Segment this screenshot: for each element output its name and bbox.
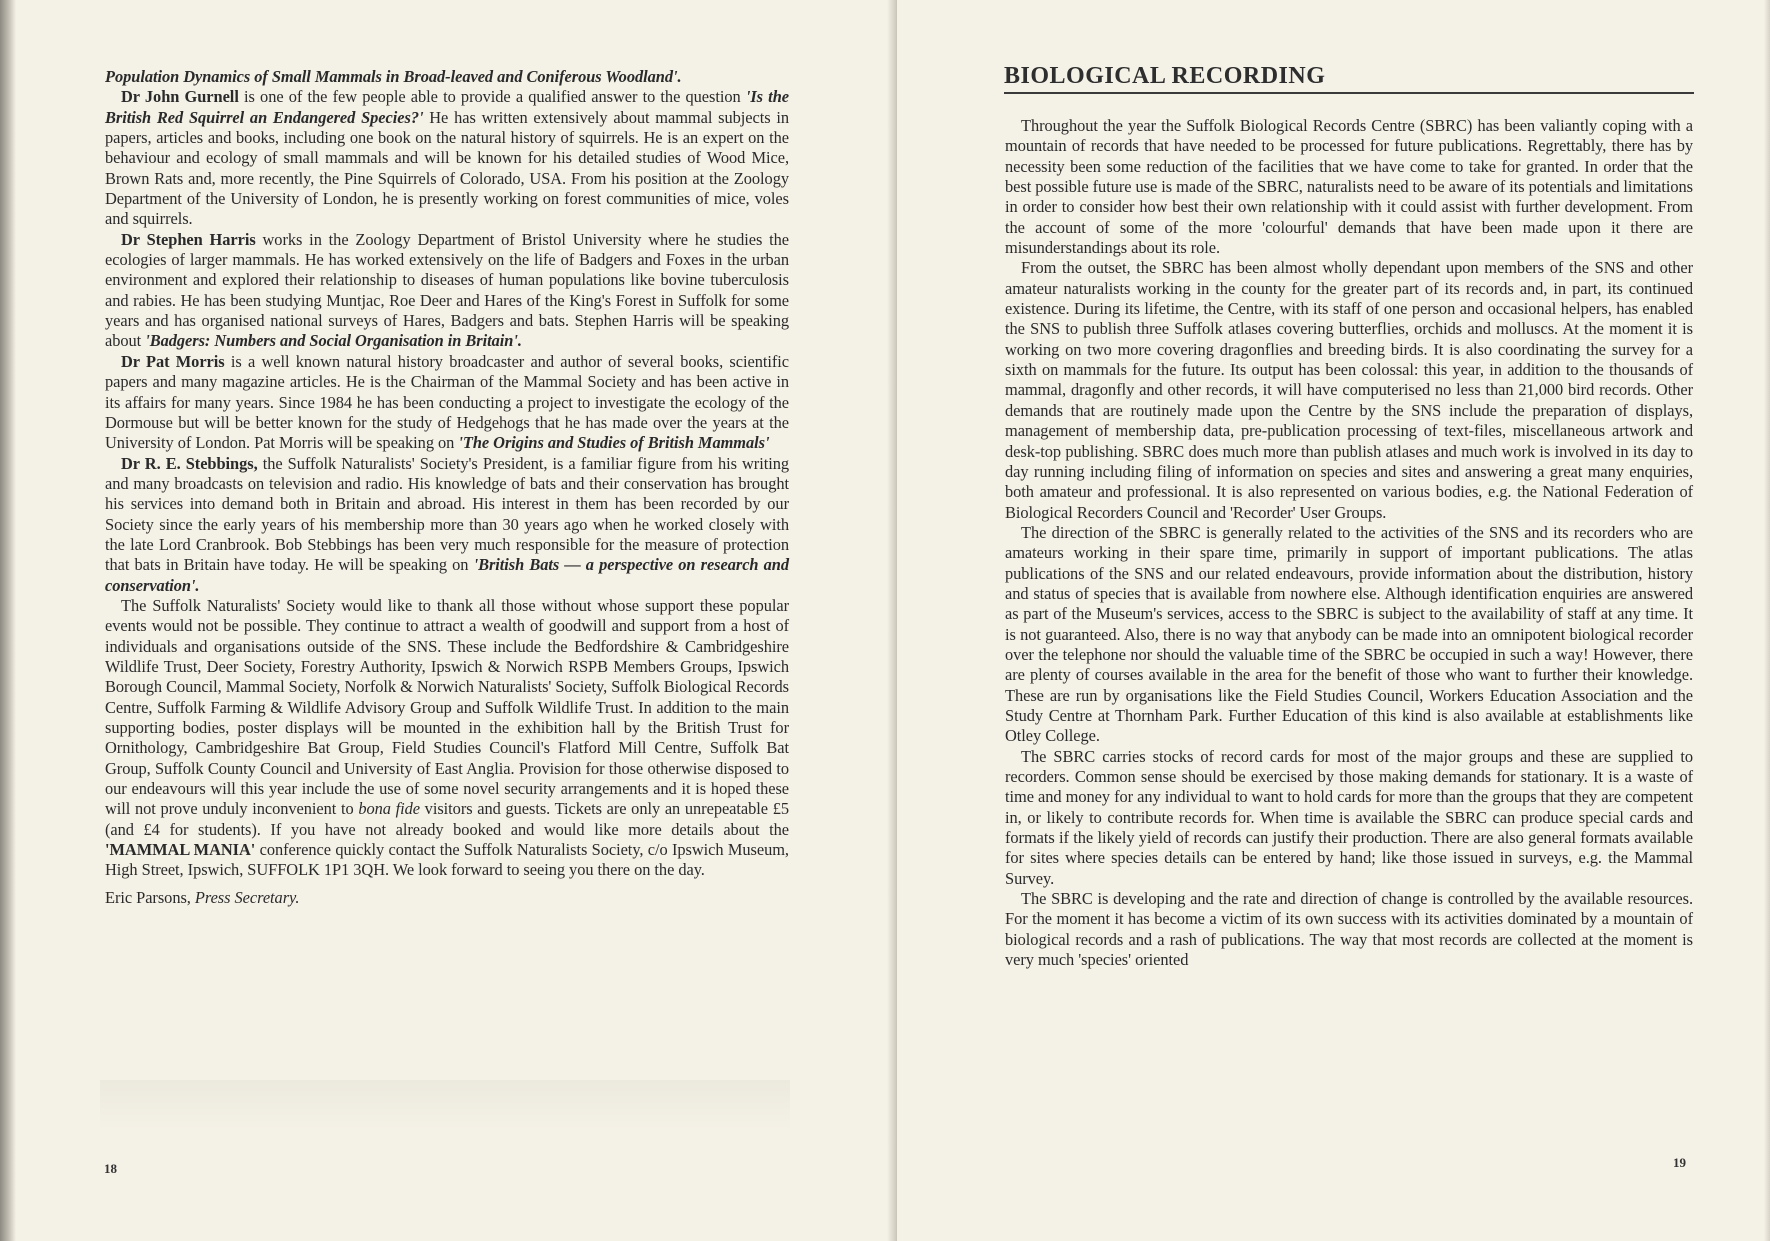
right-text-column: [1005, 116, 1693, 970]
page-number-right: 19: [1673, 1155, 1686, 1170]
text-run: 'British Bats — a perspective on research and conservation'.: [105, 555, 789, 595]
signoff-role: Press Secretary.: [194, 887, 300, 907]
paragraph: The SBRC is developing and the rate and direction of change is controlled by the available resources. For the moment it has become a victim of its own success with its activities dominated by a mountain of biological records and a rash of publications. The way that most records are collected at the moment is very much 'species' oriented: [1005, 889, 1693, 970]
paragraph: The direction of the SBRC is generally related to the activities of the SNS and its recorders who are amateurs working in their spare time, primarily in support of important publications. The atlas publications of the SNS and our related endeavours, provide information about the distribution, history and status of species that is available from nowhere else. Although identification enquiries are answered as part of the Museum's services, access to the SBRC is subject to the availability of staff at any time. It is not guaranteed. Also, there is no way that anybody can be made into an omnipotent biological recorder over the telephone nor should the valuable time of the SBRC be occupied in such a way! However, there are plenty of courses available in the area for the benefit of those who want to further their knowledge. These are run by organisations like the Field Studies Council, Workers Education Association and the Study Centre at Thornham Park. Further Education of this kind is also available at establishments like Otley College.: [1005, 522, 1693, 746]
paragraph: The SBRC carries stocks of record cards for most of the major groups and these are supplied to recorders. Common sense should be exercised by those making demands for stationary. It is a waste of time and money for any individual to want to hold cards for more than the groups that they are competent in, or likely to contribute records for. When time is available the SBRC can produce special cards and formats if the likely yield of records can justify their production. There are also general formats available for sites where species details can be entered by hand; like those issued in surveys, e.g. the Mammal Survey.: [1005, 746, 1693, 888]
page-edge-shadow-right: [1764, 0, 1770, 1241]
paragraph: [105, 67, 789, 87]
paragraph: Throughout the year the Suffolk Biological Records Centre (SBRC) has been valiantly coping with a mountain of records that have needed to be processed for future publications. Regrettably, there has by necessity been some reduction of the facilities that we have come to take for granted. In order that the best possible future use is made of the SBRC, naturalists need to be aware of its potentials and limitations in order to consider how best their own relationship with it could assist with further development. From the account of some of the more 'colourful' demands that have been made upon it there are misunderstandings about its role.: [1005, 116, 1693, 258]
paragraph: [105, 87, 789, 229]
text-run: Dr Stephen Harris: [121, 229, 256, 249]
text-run: Population Dynamics of Small Mammals in Broad-leaved and Coniferous Woodland'.: [105, 67, 682, 86]
text-run: The Suffolk Naturalists' Society would like to thank all those without whose support these popular events would not be possible. They continue to attract a wealth of goodwill and support from a host of individuals and organisations outside of the SNS. These include the Bedfordshire & Cambridgeshire Wildlife Trust, Deer Society, Forestry Authority, Ipswich & Norwich RSPB Members Groups, Ipswich Borough Council, Mammal Society, Norfolk & Norwich Naturalists' Society, Suffolk Biological Records Centre, Suffolk Farming & Wildlife Advisory Group and Suffolk Wildlife Trust. In addition to the main supporting bodies, poster displays will be mounted in the exhibition hall by the British Trust for Ornithology, Cambridgeshire Bat Group, Field Studies Council's Flatford Mill Centre, Suffolk Bat Group, Suffolk County Council and University of East Anglia. Provision for those otherwise disposed to our endeavours will this year include the use of some novel security arrangements and it is hoped these will not prove unduly inconvenient to: [105, 595, 789, 819]
text-run: Dr Pat Morris: [121, 351, 225, 371]
text-run: He has written extensively about mammal subjects in papers, articles and books, including one book on the natural history of squirrels. He is an expert on the behaviour and ecology of small mammals and will be known for his detailed studies of Wood Mice, Brown Rats and, more recently, the Pine Squirrels of Colorado, USA. From his position at the Zoology Department of the University of London, he is presently working on forest communities of mice, voles and squirrels.: [105, 107, 789, 229]
signoff-name: Eric Parsons,: [105, 887, 195, 907]
text-run: 'The Origins and Studies of British Mammals': [458, 433, 770, 453]
paragraph: [105, 454, 789, 596]
text-run: conference quickly contact the Suffolk Naturalists Society, c/o Ipswich Museum, High Street, Ipswich, SUFFOLK 1P1 3QH. We look forward to seeing you there on the day.: [105, 840, 789, 880]
text-run: 'MAMMAL MANIA': [105, 840, 256, 860]
paragraph: [105, 352, 789, 454]
text-run: is a well known natural history broadcaster and author of several books, scientific papers and many magazine articles. He is the Chairman of the Mammal Society and has been active in its affairs for many years. Since 1984 he has been conducting a project to investigate the ecology of the Dormouse but will be better known for the study of Hedgehogs that he has made over the years at the University of London. Pat Morris will be speaking on: [105, 351, 789, 453]
text-run: works in the Zoology Department of Bristol University where he studies the ecologies of larger mammals. He has worked extensively on the life of Badgers and Foxes in the urban environment and explored their relationship to diseases of human populations like bovine tuberculosis and rabies. He has been studying Muntjac, Roe Deer and Hares of the King's Forest in Suffolk for some years and has organised national surveys of Hares, Badgers and bats. Stephen Harris will be speaking about: [105, 229, 789, 351]
section-heading: BIOLOGICAL RECORDING: [1004, 62, 1694, 94]
text-run: Dr John Gurnell: [121, 87, 239, 107]
paragraph: [105, 230, 789, 352]
text-run: 'Badgers: Numbers and Social Organisation in Britain'.: [145, 331, 522, 351]
left-text-column: [105, 67, 789, 908]
text-run: 'Is the British Red Squirrel an Endangered Species?': [105, 87, 789, 127]
page-number-left: 18: [104, 1161, 117, 1176]
page-edge-shadow: [0, 0, 16, 1241]
text-run: Dr R. E. Stebbings,: [121, 453, 258, 473]
text-run: bona fide: [358, 799, 420, 819]
signoff: [105, 888, 789, 908]
page-smudge: [100, 1080, 790, 1130]
paragraph: [105, 596, 789, 881]
text-run: the Suffolk Naturalists' Society's President, is a familiar figure from his writing and many broadcasts on television and radio. His knowledge of bats and their conservation has brought his services into demand both in Britain and abroad. His interest in them has been recorded by our Society since the early years of his membership more than 30 years ago when he worked closely with the late Lord Cranbrook. Bob Stebbings has been very much responsible for the measure of protection that bats in Britain have today. He will be speaking on: [105, 453, 789, 575]
text-run: is one of the few people able to provide a qualified answer to the question: [238, 87, 746, 107]
paragraph: From the outset, the SBRC has been almost wholly dependant upon members of the SNS and other amateur naturalists working in the county for the greater part of its records and, in part, its continued existence. During its lifetime, the Centre, with its staff of one person and occasional helpers, has enabled the SNS to publish three Suffolk atlases covering butterflies, orchids and molluscs. At the moment it is working on two more covering dragonflies and breeding birds. It is also coordinating the survey for a sixth on mammals for the future. Its output has been colossal: this year, in addition to the thousands of mammal, dragonfly and other records, it will have computerised no less than 21,000 bird records. Other demands that are routinely made upon the Centre by the SNS include the preparation of displays, management of membership data, pre-publication processing of text-files, miscellaneous artwork and desk-top publishing. SBRC does much more than publish atlases and much work is involved in its day to day running including filing of information on species and sites and answering a great many enquiries, both amateur and professional. It is also represented on various bodies, e.g. the National Federation of Biological Recorders Council and 'Recorder' User Groups.: [1005, 258, 1693, 522]
text-run: visitors and guests. Tickets are only an unrepeatable £5 (and £4 for students). If you have not already booked and would like more details about the: [105, 799, 790, 839]
